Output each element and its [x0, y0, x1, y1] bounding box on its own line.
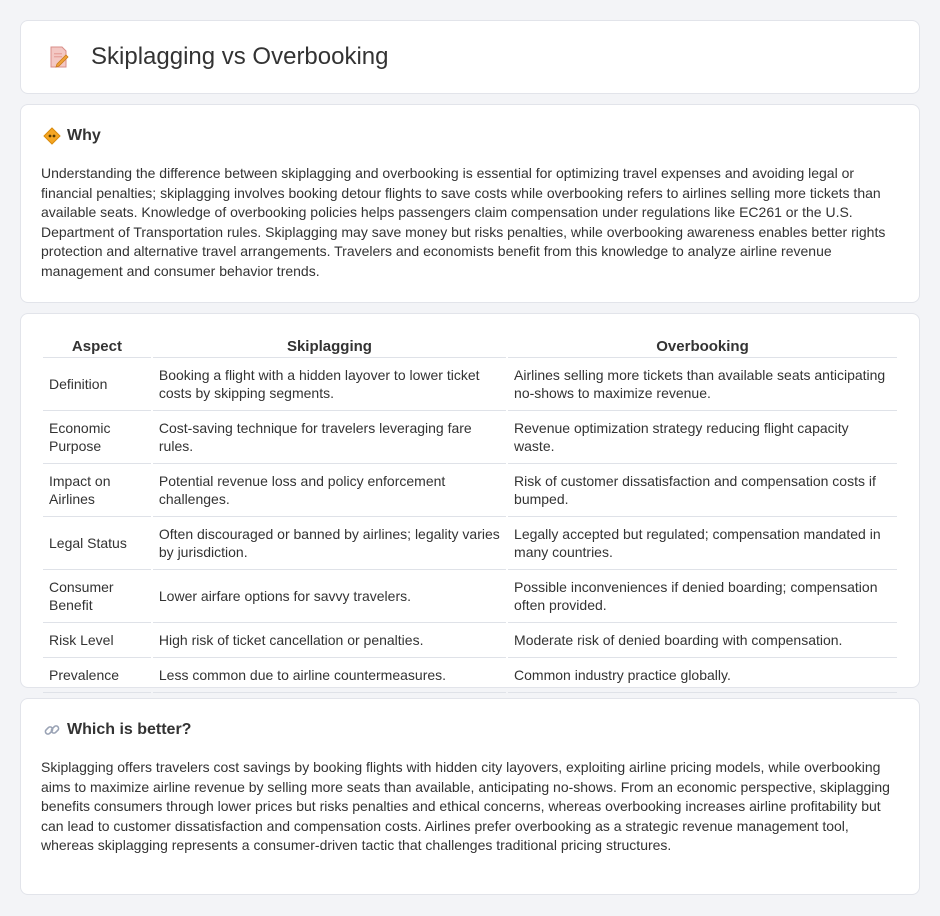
skiplagging-cell: High risk of ticket cancellation or penalties. — [153, 623, 506, 658]
skiplagging-cell: Cost-saving technique for travelers leveraging fare rules. — [153, 411, 506, 464]
aspect-cell: Definition — [43, 358, 151, 411]
why-text: Understanding the difference between skiplagging and overbooking is essential for optimizing travel expenses and avoiding legal or financial penalties; skiplagging involves booking detour flights to save costs while overbooking refers to airlines selling more tickets than available seats. Knowledge of overbooking policies helps passengers claim compensation under regulations like EC261 or the U.S. Department of Transportation rules. Skiplagging may save money but risks penalties, while overbooking awareness enables better rights protection and alternative travel arrangements. Travelers and economists benefit from this knowledge to analyze airline revenue management and consumer behavior trends. — [41, 165, 886, 279]
diamond-sign-icon — [43, 127, 61, 145]
which-better-heading: Which is better? — [67, 721, 192, 738]
aspect-cell: Legal Status — [43, 517, 151, 570]
overbooking-cell: Possible inconveniences if denied boarding; compensation often provided. — [508, 570, 897, 623]
overbooking-cell: Legally accepted but regulated; compensation mandated in many countries. — [508, 517, 897, 570]
why-heading: Why — [67, 127, 101, 144]
link-icon — [43, 721, 61, 739]
overbooking-cell: Revenue optimization strategy reducing flight capacity waste. — [508, 411, 897, 464]
overbooking-cell: Common industry practice globally. — [508, 658, 897, 693]
skiplagging-cell: Lower airfare options for savvy travelers. — [153, 570, 506, 623]
table-row — [43, 411, 897, 464]
comparison-table — [41, 336, 899, 693]
aspect-cell: Economic Purpose — [43, 411, 151, 464]
aspect-cell: Prevalence — [43, 658, 151, 693]
skiplagging-cell: Booking a flight with a hidden layover to lower ticket costs by skipping segments. — [153, 358, 506, 411]
table-row — [43, 570, 897, 623]
header-skiplagging: Skiplagging — [153, 336, 506, 358]
title-card — [20, 20, 920, 94]
skiplagging-cell: Potential revenue loss and policy enforcement challenges. — [153, 464, 506, 517]
header-aspect: Aspect — [43, 336, 151, 358]
header-overbooking: Overbooking — [508, 336, 897, 358]
table-row — [43, 464, 897, 517]
aspect-cell: Impact on Airlines — [43, 464, 151, 517]
table-row — [43, 358, 897, 411]
table-row — [43, 623, 897, 658]
why-section — [20, 104, 920, 303]
table-header-row — [43, 336, 897, 358]
overbooking-cell: Risk of customer dissatisfaction and compensation costs if bumped. — [508, 464, 897, 517]
comparison-card — [20, 313, 920, 688]
aspect-cell: Consumer Benefit — [43, 570, 151, 623]
which-better-text: Skiplagging offers travelers cost savings by booking flights with hidden city layovers, exploiting airline pricing models, while overbooking aims to maximize airline revenue by selling more seats than available, anticipating no-shows. From an economic perspective, skiplagging benefits consumers through lower prices but risks penalties and ethical concerns, whereas overbooking increases airline profitability but can lead to customer dissatisfaction and compensation costs. Airlines prefer overbooking as a strategic revenue management tool, whereas skiplagging represents a consumer-driven tactic that challenges traditional pricing structures. — [41, 759, 890, 853]
overbooking-cell: Airlines selling more tickets than available seats anticipating no-shows to maximize revenue. — [508, 358, 897, 411]
skiplagging-cell: Less common due to airline countermeasures. — [153, 658, 506, 693]
document-pencil-icon — [47, 45, 71, 69]
which-better-section — [20, 698, 920, 895]
overbooking-cell: Moderate risk of denied boarding with compensation. — [508, 623, 897, 658]
table-row — [43, 658, 897, 693]
table-row — [43, 517, 897, 570]
page-title: Skiplagging vs Overbooking — [91, 43, 389, 70]
aspect-cell: Risk Level — [43, 623, 151, 658]
skiplagging-cell: Often discouraged or banned by airlines; legality varies by jurisdiction. — [153, 517, 506, 570]
